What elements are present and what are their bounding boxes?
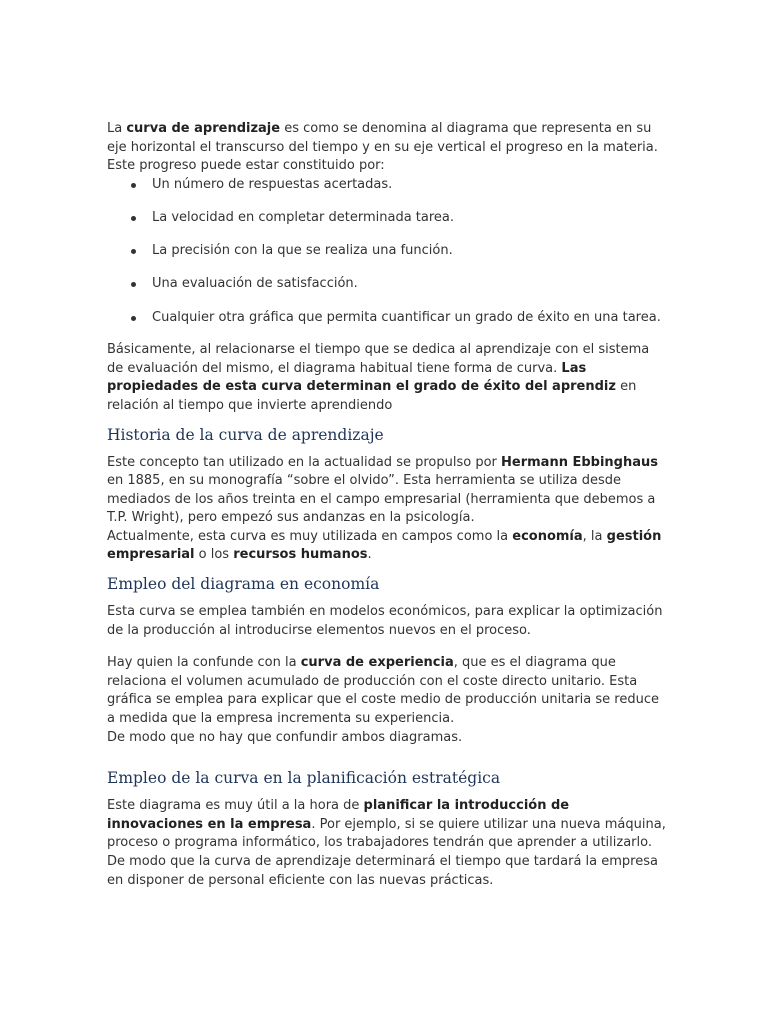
list-item-text: La velocidad en completar determinada tarea. [152, 209, 455, 225]
economia-paragraph-2 [107, 654, 667, 728]
intro-paragraph [107, 120, 667, 176]
intro-text-rest: es como se denomina al diagrama que representa en su eje horizontal el transcurso del tiempo y en su eje vertical el progreso en la materia. Este progreso puede estar constituido por: [107, 121, 658, 174]
economia-p2-bold: curva de experiencia [300, 655, 454, 671]
bullet-icon [131, 282, 136, 287]
list-item-text: La precisión con la que se realiza una función. [152, 243, 453, 259]
bullet-icon [131, 249, 136, 254]
historia-paragraph-2 [107, 528, 667, 565]
historia-text: Este concepto tan utilizado en la actualidad se propulso por [107, 454, 502, 470]
spacer [107, 747, 667, 768]
heading-planificacion: Empleo de la curva en la planificación estratégica [107, 769, 501, 788]
heading-historia: Historia de la curva de aprendizaje [107, 425, 384, 444]
document-body [107, 120, 667, 890]
heading-economia: Empleo del diagrama en economía [107, 575, 380, 594]
list-item-text: Un número de respuestas acertadas. [152, 176, 393, 192]
spacer [107, 594, 667, 603]
progress-list [107, 176, 667, 327]
historia-bold-name: Hermann Ebbinghaus [501, 454, 659, 470]
intro-text: La [107, 121, 127, 136]
intro-bold-term: curva de aprendizaje [126, 121, 281, 136]
historia-p2-sep: , la [582, 528, 607, 544]
list-item-text: Cualquier otra gráfica que permita cuantificar un grado de éxito en una tarea. [152, 309, 661, 325]
spacer [107, 565, 667, 574]
list-item [107, 275, 667, 294]
economia-paragraph-3: De modo que no hay que confundir ambos diagramas. [107, 729, 463, 745]
historia-p2-bold-economia: economía [512, 528, 583, 544]
planificacion-text-rest: . Por ejemplo, si se quiere utilizar una nueva máquina, proceso o programa informático, los trabajadores tendrán que aprender a utilizarlo. [107, 816, 666, 851]
planificacion-text: Este diagrama es muy útil a la hora de [107, 798, 364, 814]
summary-paragraph [107, 341, 667, 415]
summary-bold: Las propiedades de esta curva determinan el grado de éxito del aprendiz [107, 360, 616, 395]
historia-p2-text: Actualmente, esta curva es muy utilizada en campos como la [107, 528, 513, 544]
bullet-icon [131, 316, 136, 321]
list-item [107, 209, 667, 228]
list-item [107, 242, 667, 261]
historia-p2-end: . [367, 547, 372, 563]
economia-p2-text: Hay quien la confunde con la [107, 655, 301, 671]
historia-p2-sep-2: o los [194, 547, 234, 563]
planificacion-bold: planificar la introducción de innovaciones en la empresa [107, 798, 570, 832]
list-item-text: Una evaluación de satisfacción. [152, 276, 358, 292]
bullet-icon [131, 216, 136, 221]
planificacion-paragraph-2: De modo que la curva de aprendizaje determinará el tiempo que tardará la empresa en disponer de personal eficiente con las nuevas prácticas. [107, 854, 658, 888]
historia-text-rest: en 1885, en su monografía “sobre el olvido”. Esta herramienta se utiliza desde mediados de los años treinta en el campo empresarial (herramienta que debemos a T.P. Wright), pero empezó sus andanzas en la psicología. [107, 473, 656, 526]
spacer [107, 416, 667, 425]
historia-paragraph [107, 454, 667, 528]
summary-text-rest: en relación al tiempo que invierte aprendiendo [107, 379, 637, 413]
bullet-icon [131, 183, 136, 188]
economia-p2-text-rest: , que es el diagrama que relaciona el volumen acumulado de producción con el coste directo unitario. Esta gráfica se emplea para explicar que el coste medio de producción unitaria se reduce a medida que la empresa incrementa su experiencia. [107, 655, 659, 727]
historia-p2-bold-recursos: recursos humanos [233, 547, 368, 563]
list-item [107, 176, 667, 195]
spacer [107, 640, 667, 654]
list-item [107, 309, 667, 328]
summary-text: Básicamente, al relacionarse el tiempo que se dedica al aprendizaje con el sistema de evaluación del mismo, el diagrama habitual tiene forma de curva. [107, 342, 650, 376]
planificacion-paragraph [107, 797, 667, 853]
economia-paragraph: Esta curva se emplea también en modelos económicos, para explicar la optimización de la producción al introducirse elementos nuevos en el proceso. [107, 604, 663, 638]
spacer [107, 788, 667, 797]
historia-p2-bold-gestion: gestión empresarial [107, 528, 662, 563]
spacer [107, 445, 667, 454]
